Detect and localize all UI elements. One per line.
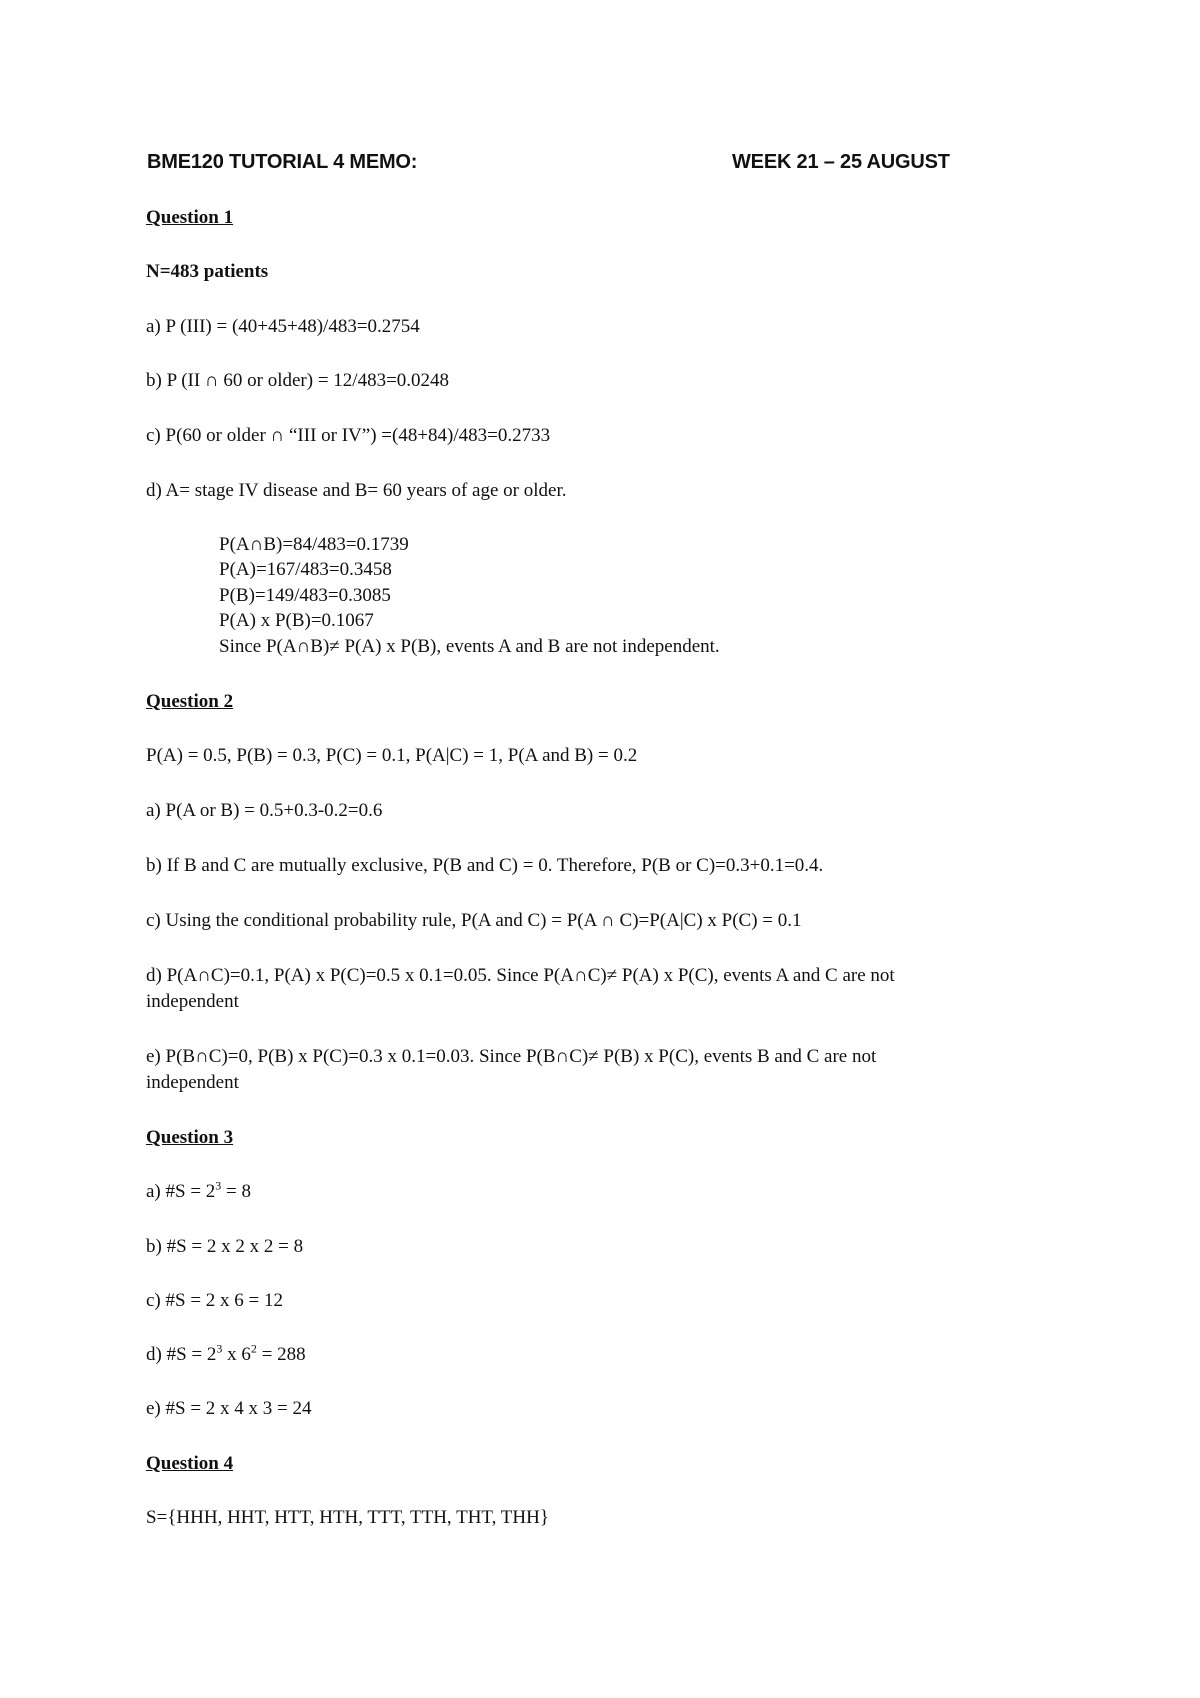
q2-answer-c: c) Using the conditional probability rule, P(A and C) = P(A ∩ C)=P(A|C) x P(C) = 0.1 (146, 910, 802, 931)
q2-answer-d-continued: independent (146, 991, 239, 1012)
q3-answer-a: a) #S = $2^3 = 8$ (146, 1178, 252, 1202)
q4-sample-space: S={HHH, HHT, HTT, HTH, TTT, TTH, THT, THH} (146, 1507, 549, 1528)
q1-answer-d: d) A= stage IV disease and B= 60 years of age or older. (146, 480, 567, 501)
question-3-heading: Question 3 (146, 1127, 234, 1148)
q1-d-line: P(B)=149/483=0.3085 (219, 585, 391, 606)
q1-d-line: P(A)=167/483=0.3458 (219, 559, 392, 580)
document-title: BME120 TUTORIAL 4 MEMO: (147, 151, 418, 173)
q1-d-line: P(A) x P(B)=0.1067 (219, 610, 374, 631)
question-2-heading: Question 2 (146, 691, 234, 712)
q1-given: N=483 patients (146, 261, 269, 282)
q3-answer-d: d) #S = $2^3$ x $6^2 = 288$ (146, 1341, 306, 1365)
q2-answer-e-continued: independent (146, 1072, 239, 1093)
question-1-heading: Question 1 (146, 207, 234, 228)
week-label: WEEK 21 – 25 AUGUST (732, 151, 950, 173)
q1-answer-c: c) P(60 or older ∩ “III or IV”) =(48+84)/483=0.2733 (146, 425, 551, 446)
q2-given: P(A) = 0.5, P(B) = 0.3, P(C) = 0.1, P(A|C) = 1, P(A and B) = 0.2 (146, 745, 638, 766)
question-4-heading: Question 4 (146, 1453, 234, 1474)
q2-answer-d: d) P(A∩C)=0.1, P(A) x P(C)=0.5 x 0.1=0.05. Since P(A∩C)≠ P(A) x P(C), events A and C are not (146, 965, 895, 986)
q1-answer-a: a) P (III) = (40+45+48)/483=0.2754 (146, 316, 420, 337)
q2-answer-a: a) P(A or B) = 0.5+0.3-0.2=0.6 (146, 800, 383, 821)
q2-answer-b: b) If B and C are mutually exclusive, P(B and C) = 0. Therefore, P(B or C)=0.3+0.1=0.4. (146, 855, 824, 876)
q1-d-conclusion: Since P(A∩B)≠ P(A) x P(B), events A and B are not independent. (219, 636, 720, 657)
q3-answer-b: b) #S = 2 x 2 x 2 = 8 (146, 1236, 304, 1257)
q3-answer-e: e) #S = 2 x 4 x 3 = 24 (146, 1398, 312, 1419)
q3-answer-c: c) #S = 2 x 6 = 12 (146, 1290, 284, 1311)
q2-answer-e: e) P(B∩C)=0, P(B) x P(C)=0.3 x 0.1=0.03. Since P(B∩C)≠ P(B) x P(C), events B and C are not (146, 1046, 877, 1067)
q1-d-line: P(A∩B)=84/483=0.1739 (219, 534, 409, 555)
q1-answer-b: b) P (II ∩ 60 or older) = 12/483=0.0248 (146, 370, 450, 391)
